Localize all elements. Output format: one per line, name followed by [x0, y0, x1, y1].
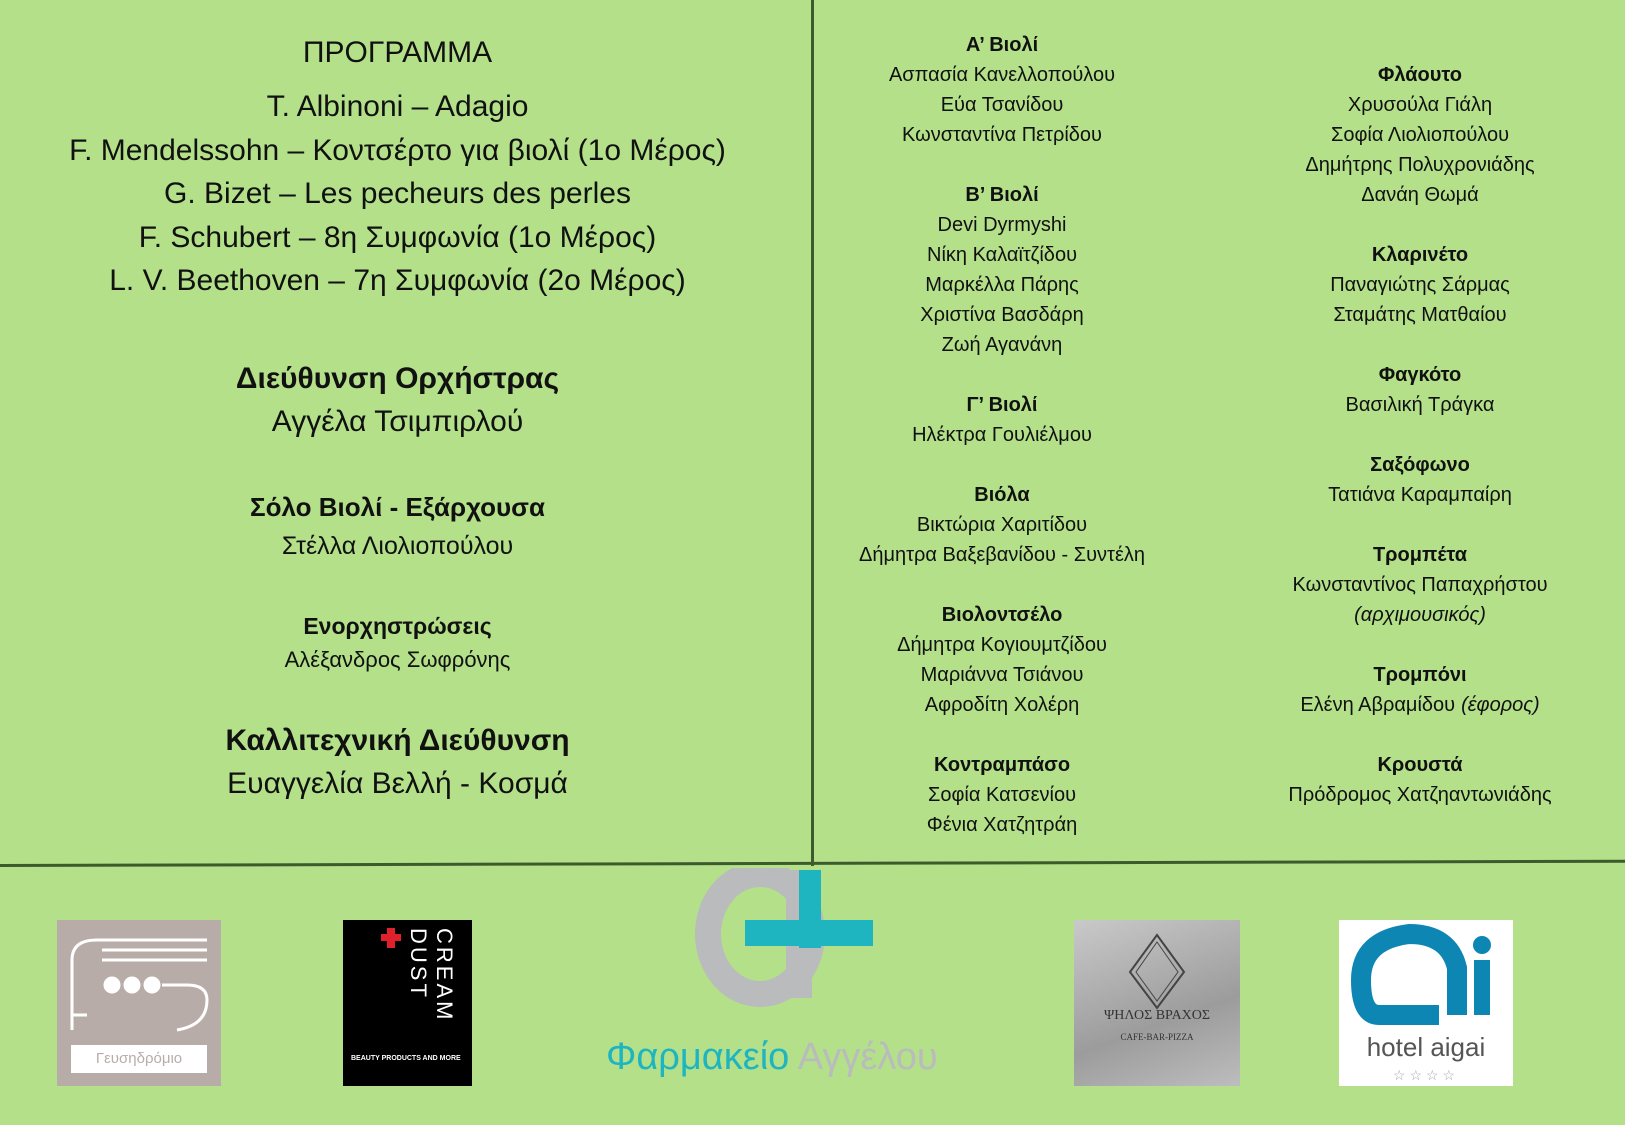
member: Σταμάτης Ματθαίου [1333, 304, 1507, 326]
plus-icon-bar [387, 928, 395, 948]
spacer [1210, 210, 1625, 240]
cream-dust-sub: BEAUTY PRODUCTS AND MORE [351, 1055, 461, 1062]
program-item: T. Albinoni – Adagio [266, 90, 529, 123]
artistic-director-label: Καλλιτεχνική Διεύθυνση [225, 724, 570, 757]
section-heading: Κλαρινέτο [1371, 244, 1469, 266]
diamond-icon [1074, 920, 1240, 1010]
role-note: (έφορος) [1461, 694, 1540, 716]
orchestration-label: Ενορχηστρώσεις [303, 613, 492, 639]
member: Devi Dyrmyshi [937, 214, 1067, 236]
section-heading: Σαξόφωνο [1370, 454, 1470, 476]
strings-column [792, 30, 1212, 840]
member: Σοφία Λιολιοπούλου [1330, 124, 1510, 146]
conductor-label: Διεύθυνση Ορχήστρας [235, 362, 560, 395]
member: Παναγιώτης Σάρμας [1330, 274, 1510, 296]
member: Μαρκέλλα Πάρης [925, 274, 1079, 296]
pharmacy-mark-icon [600, 868, 970, 1008]
member: Κωνσταντίνα Πετρίδου [902, 124, 1102, 146]
member: Κωνσταντίνος Παπαχρήστου [1292, 574, 1548, 596]
section-heading: Κρουστά [1377, 754, 1463, 776]
spacer [1210, 420, 1625, 450]
section-heading: Βιόλα [974, 484, 1030, 506]
section-heading: Φλάουτο [1377, 64, 1463, 86]
hotel-aigai-mark-icon [1339, 920, 1513, 1030]
cream-dust-text: CREAM DUST [406, 928, 457, 1023]
spacer [792, 150, 1212, 180]
section-heading: Κοντραμπάσο [933, 754, 1071, 776]
member: Μαριάννα Τσιάνου [920, 664, 1084, 686]
member: Τατιάνα Καραμπαίρη [1328, 484, 1512, 506]
section-heading: Α’ Βιολί [965, 34, 1039, 56]
program-item: L. V. Beethoven – 7η Συμφωνία (2ο Μέρος) [109, 264, 686, 297]
spacer [792, 450, 1212, 480]
psilos-sub: CAFE-BAR-PIZZA [1120, 1032, 1194, 1042]
member: Πρόδρομος Χατζηαντωνιάδης [1288, 784, 1552, 806]
pharmacy-name: Φαρμακείο [606, 1036, 790, 1078]
member: Σοφία Κατσενίου [927, 784, 1077, 806]
spacer [792, 720, 1212, 750]
artistic-director-name: Ευαγγελία Βελλή - Κοσμά [227, 767, 568, 800]
member: Δήμητρα Κογιουμτζίδου [897, 634, 1107, 656]
program-title: ΠΡΟΓΡΑΜΜΑ [302, 36, 493, 69]
member: Δημήτρης Πολυχρονιάδης [1305, 154, 1535, 176]
hotel-aigai-logo [1339, 920, 1513, 1086]
member: Ασπασία Κανελλοπούλου [888, 64, 1116, 86]
section-heading: Φαγκότο [1378, 364, 1462, 386]
spacer [792, 570, 1212, 600]
section-heading: Γ’ Βιολί [966, 394, 1038, 416]
member: Βικτώρια Χαριτίδου [916, 514, 1088, 536]
psilos-name: ΨΗΛΟΣ ΒΡΑΧΟΣ [1103, 1008, 1211, 1023]
winds-column [1210, 60, 1625, 810]
spacer [792, 360, 1212, 390]
pharmacy-surname: Αγγέλου [797, 1036, 938, 1078]
program-item: F. Mendelssohn – Κοντσέρτο για βιολί (1ο Μέρος) [69, 134, 726, 167]
section-heading: Βιολοντσέλο [941, 604, 1063, 626]
member: Χριστίνα Βασδάρη [920, 304, 1084, 326]
cream-dust-logo [343, 920, 472, 1086]
member: Δανάη Θωμά [1361, 184, 1479, 206]
section-heading: Τρομπέτα [1372, 544, 1468, 566]
spacer [1210, 330, 1625, 360]
member: Εύα Τσανίδου [940, 94, 1064, 116]
psilos-vrachos-logo [1074, 920, 1240, 1086]
star-rating: ☆☆☆☆ [1392, 1067, 1460, 1083]
section-heading: Β’ Βιολί [965, 184, 1039, 206]
member: Ηλέκτρα Γουλιέλμου [912, 424, 1092, 446]
member-name: Ελένη Αβραμίδου [1300, 694, 1456, 716]
fork-knife-icon [57, 920, 221, 1040]
conductor-name: Αγγέλα Τσιμπιρλού [271, 405, 524, 438]
member: Αφροδίτη Χολέρη [924, 694, 1080, 716]
solo-name: Στέλλα Λιολιοπούλου [281, 532, 514, 560]
member: Δήμητρα Βαξεβανίδου - Συντέλη [858, 544, 1145, 566]
orchestration-name: Αλέξανδρος Σωφρόνης [284, 647, 511, 672]
spacer [1210, 510, 1625, 540]
spacer [1210, 630, 1625, 660]
program-item: F. Schubert – 8η Συμφωνία (1ο Μέρος) [138, 221, 657, 254]
geusidromio-label: Γευσηδρόμιο [71, 1045, 207, 1073]
program-item: G. Bizet – Les pecheurs des perles [164, 177, 631, 210]
section-heading: Τρομπόνι [1373, 664, 1467, 686]
hotel-name: hotel aigai [1366, 1032, 1486, 1062]
geusidromio-logo [57, 920, 221, 1086]
member: Νίκη Καλαϊτζίδου [927, 244, 1077, 266]
pharmacy-wordmark [606, 1036, 938, 1079]
member: Χρυσούλα Γιάλη [1347, 94, 1493, 116]
role-note: (αρχιμουσικός) [1354, 604, 1486, 626]
member: Φένια Χατζητράη [926, 814, 1078, 836]
solo-label: Σόλο Βιολί - Εξάρχουσα [250, 492, 545, 522]
member: Βασιλική Τράγκα [1345, 394, 1495, 416]
spacer [1210, 720, 1625, 750]
member: Ζωή Αγανάνη [941, 334, 1063, 356]
pharmacy-logo [600, 868, 970, 1088]
